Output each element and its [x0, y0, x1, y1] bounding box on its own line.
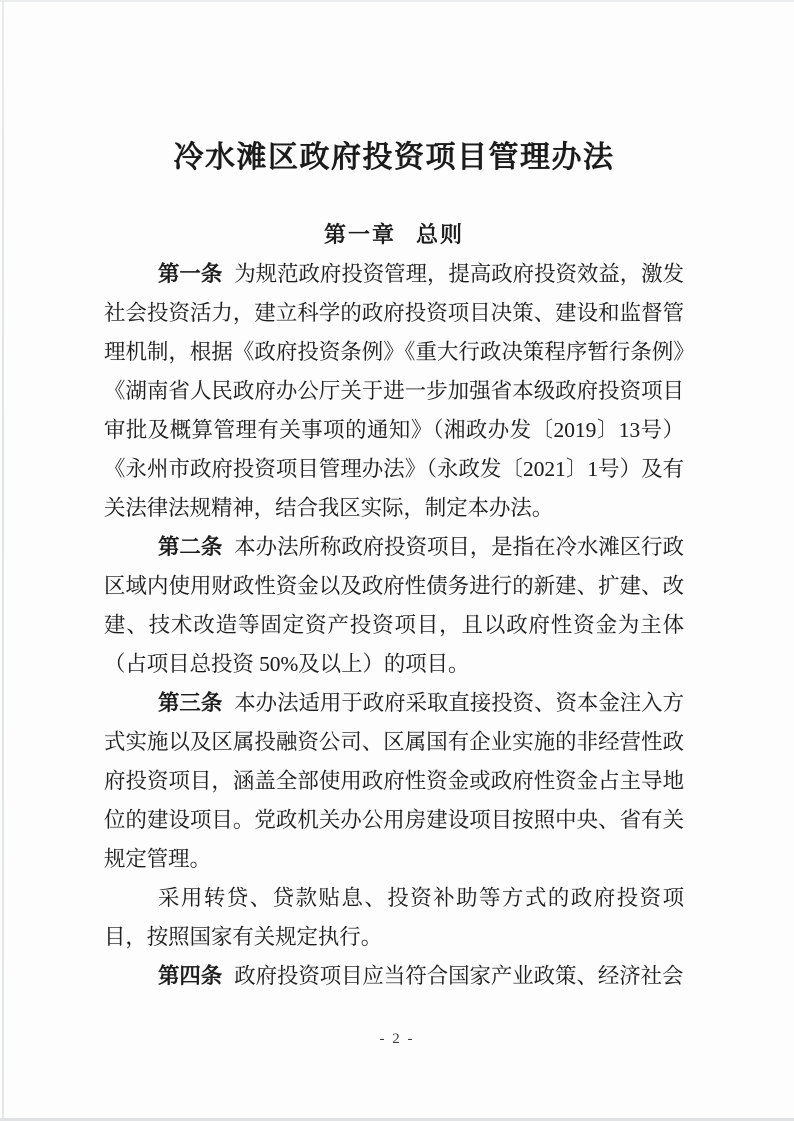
- article-3-label: 第三条: [158, 691, 223, 715]
- scan-edge-top: [0, 0, 794, 2]
- paragraph-4-text: 采用转贷、贷款贴息、投资补助等方式的政府投资项目，按照国家有关规定执行。: [104, 886, 684, 949]
- chapter-name: 总则: [416, 222, 465, 247]
- article-2-label: 第二条: [158, 535, 223, 559]
- article-1-label: 第一条: [158, 262, 223, 286]
- article-4-label: 第四条: [158, 964, 223, 988]
- article-1-text: 为规范政府投资管理，提高政府投资效益，激发社会投资活力，建立科学的政府投资项目决策、建设和监督管理机制，根据《政府投资条例》《重大行政决策程序暂行条例》《湖南省人民政府办公厅关于进一步加强省本级政府投资项目审批及概算管理有关事项的通知》（湘政办发〔2019〕13号）《永州市政府投资项目管理办法》（永政发〔2021〕1号）及有关法律法规精神，结合我区实际，制定本办法。: [104, 262, 684, 520]
- scan-edge-left: [2, 0, 4, 1121]
- article-4-text: 政府投资项目应当符合国家产业政策、经济社会: [234, 964, 684, 988]
- paragraph-article-1: [104, 255, 684, 528]
- paragraph-article-2: [104, 528, 684, 684]
- article-2-text: 本办法所称政府投资项目，是指在冷水滩区行政区域内使用财政性资金以及政府性债务进行的新建、扩建、改建、技术改造等固定资产投资项目，且以政府性资金为主体（占项目总投资 50%及以上）的项目。: [104, 535, 684, 676]
- document-title: 冷水滩区政府投资项目管理办法: [173, 141, 615, 174]
- page-number: - 2 -: [379, 1031, 415, 1047]
- paragraph-article-3-continued: [104, 879, 684, 957]
- document-body: [104, 142, 684, 996]
- paragraph-article-3: [104, 684, 684, 879]
- chapter-number: 第一章: [323, 222, 396, 247]
- chapter-heading: [104, 222, 684, 248]
- paragraph-article-4: [104, 957, 684, 996]
- article-text: [104, 255, 684, 996]
- article-3-text: 本办法适用于政府采取直接投资、资本金注入方式实施以及区属投融资公司、区属国有企业实施的非经营性政府投资项目，涵盖全部使用政府性资金或政府性资金占主导地位的建设项目。党政机关办公用房建设项目按照中央、省有关规定管理。: [104, 691, 684, 871]
